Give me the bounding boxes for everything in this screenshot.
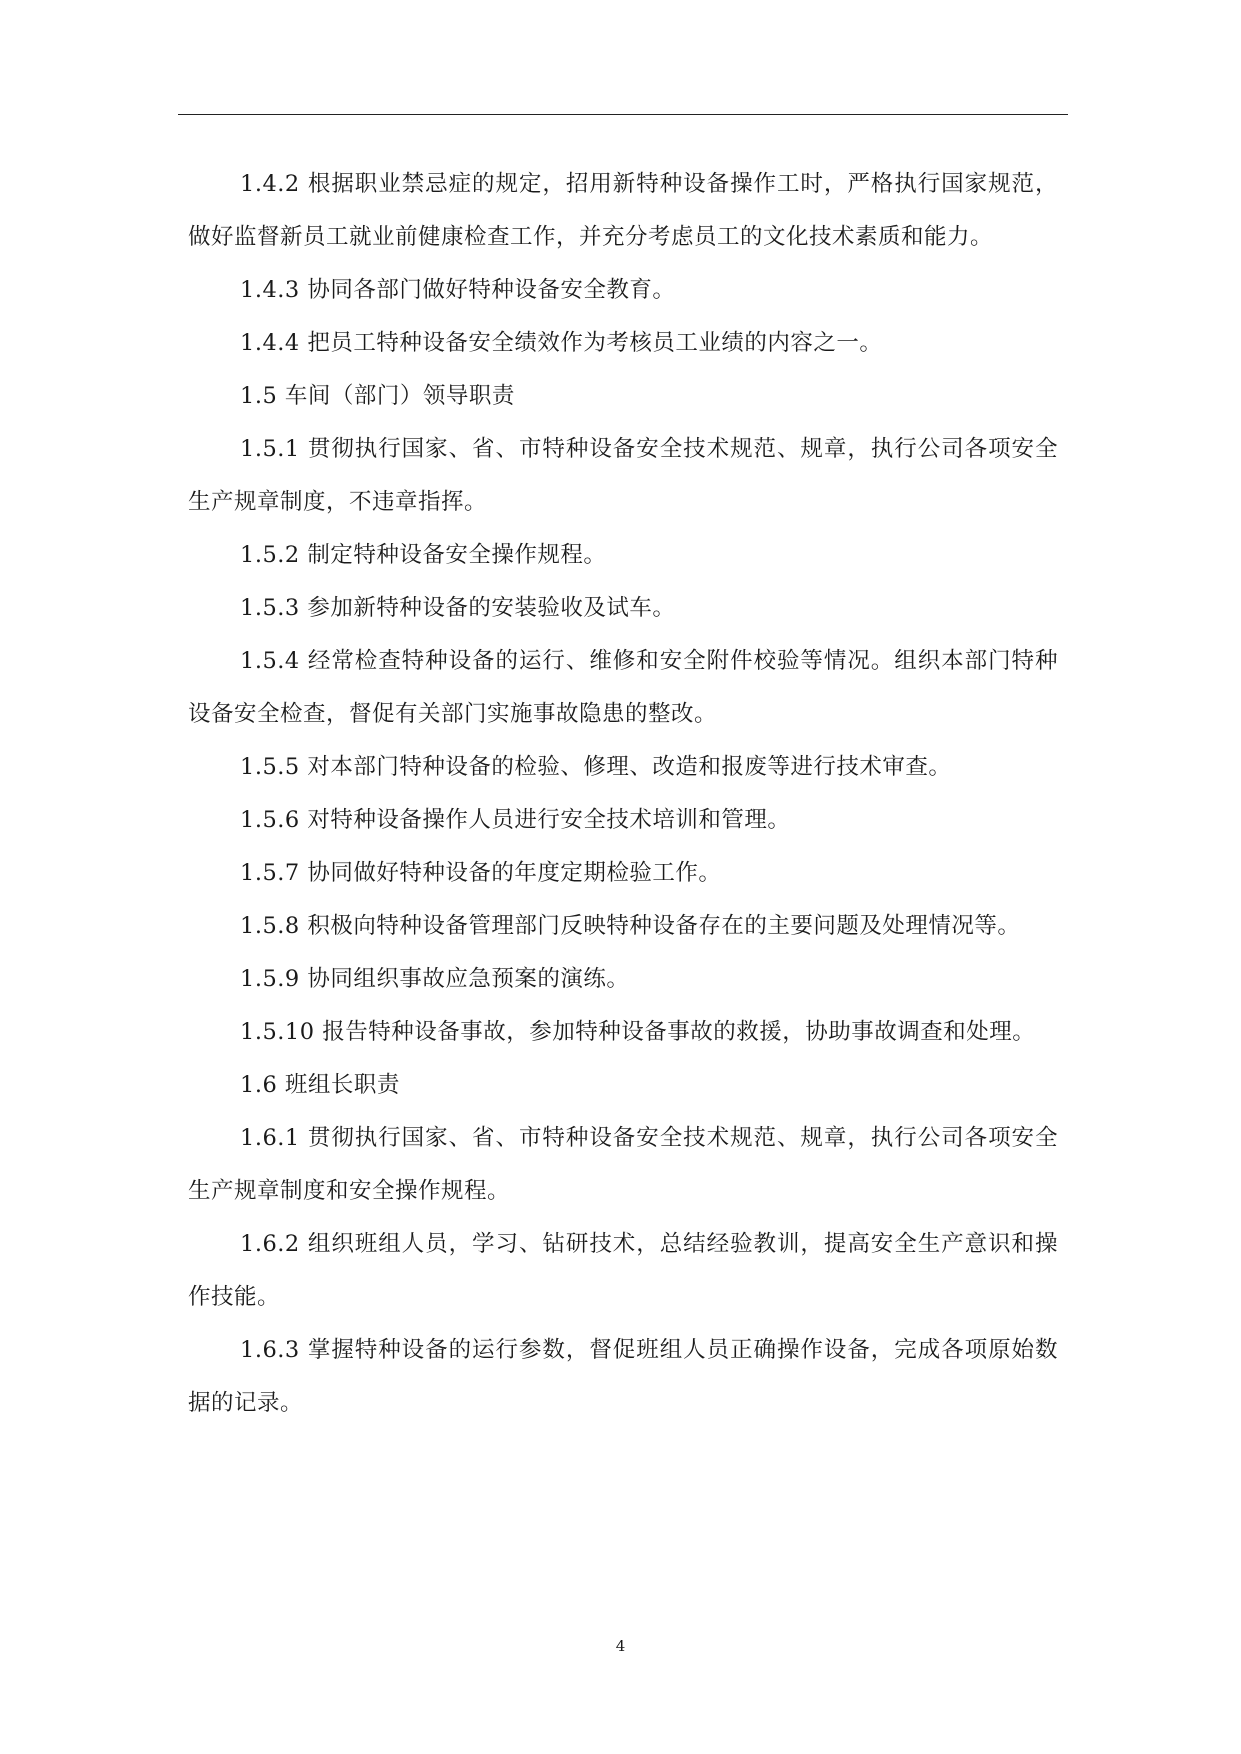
paragraph: 1.6.1 贯彻执行国家、省、市特种设备安全技术规范、规章，执行公司各项安全生产规章制度和安全操作规程。 xyxy=(188,1125,1058,1204)
section-heading: 1.6 班组长职责 xyxy=(240,1072,400,1098)
paragraph: 1.4.4 把员工特种设备安全绩效作为考核员工业绩的内容之一。 xyxy=(240,330,883,356)
paragraph: 1.4.3 协同各部门做好特种设备安全教育。 xyxy=(240,277,676,303)
section-heading: 1.5 车间（部门）领导职责 xyxy=(240,383,515,409)
header-rule xyxy=(178,114,1068,115)
paragraph: 1.5.5 对本部门特种设备的检验、修理、改造和报废等进行技术审查。 xyxy=(240,754,952,780)
paragraph: 1.5.1 贯彻执行国家、省、市特种设备安全技术规范、规章，执行公司各项安全生产规章制度，不违章指挥。 xyxy=(188,436,1058,515)
paragraph: 1.4.2 根据职业禁忌症的规定，招用新特种设备操作工时，严格执行国家规范，做好监督新员工就业前健康检查工作，并充分考虑员工的文化技术素质和能力。 xyxy=(188,171,1058,250)
page-number: 4 xyxy=(615,1637,626,1655)
document-body xyxy=(188,158,1058,1430)
paragraph: 1.5.10 报告特种设备事故，参加特种设备事故的救援，协助事故调查和处理。 xyxy=(240,1019,1036,1045)
paragraph: 1.5.7 协同做好特种设备的年度定期检验工作。 xyxy=(240,860,722,886)
paragraph: 1.6.3 掌握特种设备的运行参数，督促班组人员正确操作设备，完成各项原始数据的记录。 xyxy=(188,1337,1058,1416)
paragraph: 1.5.2 制定特种设备安全操作规程。 xyxy=(240,542,607,568)
paragraph: 1.5.9 协同组织事故应急预案的演练。 xyxy=(240,966,630,992)
paragraph: 1.5.3 参加新特种设备的安装验收及试车。 xyxy=(240,595,676,621)
paragraph: 1.6.2 组织班组人员，学习、钻研技术，总结经验教训，提高安全生产意识和操作技能。 xyxy=(188,1231,1058,1310)
paragraph: 1.5.8 积极向特种设备管理部门反映特种设备存在的主要问题及处理情况等。 xyxy=(240,913,1021,939)
paragraph: 1.5.6 对特种设备操作人员进行安全技术培训和管理。 xyxy=(240,807,791,833)
paragraph: 1.5.4 经常检查特种设备的运行、维修和安全附件校验等情况。组织本部门特种设备安全检查，督促有关部门实施事故隐患的整改。 xyxy=(188,648,1058,727)
